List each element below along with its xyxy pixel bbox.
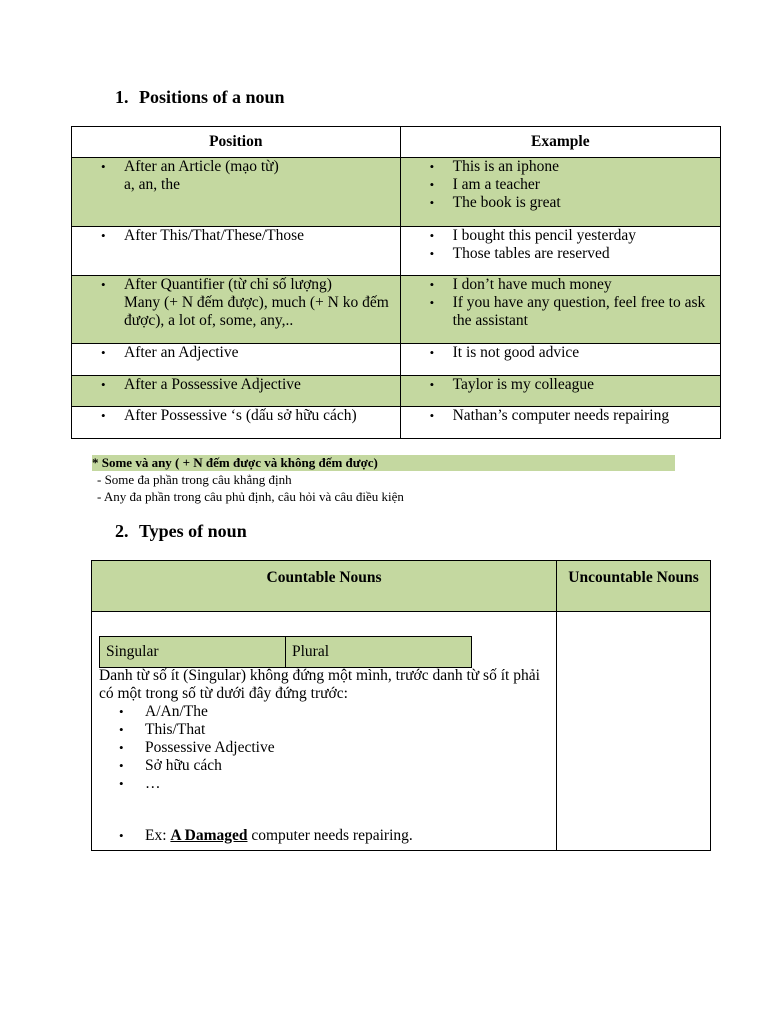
singular-description: Danh từ số ít (Singular) không đứng một mình, trước danh từ số ít phải có một trong số từ dưới đây đứng trước: <box>99 667 540 702</box>
countable-body <box>92 612 557 851</box>
section-number: 2. <box>115 521 129 541</box>
position-text: • After Possessive ‘s (dấu sở hữu cách) <box>72 407 400 425</box>
list-item: • A/An/The <box>99 703 548 721</box>
section-title: Types of noun <box>139 521 247 541</box>
section-number: 1. <box>115 87 129 107</box>
table-header-row <box>72 127 721 158</box>
singular-plural-table <box>99 636 472 668</box>
example-item: • I don’t have much money <box>401 276 720 294</box>
example-item: • This is an iphone <box>401 158 720 176</box>
types-table <box>91 560 711 851</box>
note-line: - Some đa phần trong câu khẳng định <box>97 472 292 487</box>
example-item: • Nathan’s computer needs repairing <box>401 407 720 425</box>
example-sentence: • Ex: A Damaged computer needs repairing. <box>99 827 413 845</box>
list-item: • Possessive Adjective <box>99 739 548 757</box>
table-row <box>72 158 721 227</box>
example-item: • Taylor is my colleague <box>401 376 720 394</box>
example-item: • The book is great <box>401 194 720 212</box>
example-item: • If you have any question, feel free to ask the assistant <box>401 294 720 330</box>
uncountable-body <box>557 612 711 851</box>
list-item: • This/That <box>99 721 548 739</box>
table-row <box>72 344 721 376</box>
position-text: • After Quantifier (từ chỉ số lượng) Many (+ N đếm được), much (+ N ko đếm được), a lot of, some, any,.. <box>72 276 400 330</box>
countable-header: Countable Nouns <box>92 561 557 612</box>
column-header-example: Example <box>400 127 720 158</box>
positions-table <box>71 126 721 439</box>
note-line: - Any đa phần trong câu phủ định, câu hỏi và câu điều kiện <box>97 489 404 504</box>
table-row <box>72 276 721 344</box>
example-item: • Those tables are reserved <box>401 245 720 263</box>
position-text: • After a Possessive Adjective <box>72 376 400 394</box>
section-1-heading <box>115 87 285 108</box>
position-text: • After This/That/These/Those <box>72 227 400 245</box>
example-item: • I bought this pencil yesterday <box>401 227 720 245</box>
section-title: Positions of a noun <box>139 87 285 107</box>
uncountable-header: Uncountable Nouns <box>557 561 711 612</box>
table-row <box>72 376 721 407</box>
note-title: * Some và any ( + N đếm được và không đếm được) <box>92 455 675 471</box>
list-item: • … <box>99 775 548 793</box>
determiner-list <box>99 703 548 793</box>
section-2-heading <box>115 521 247 542</box>
example-item: • It is not good advice <box>401 344 720 362</box>
singular-label: Singular <box>100 637 286 668</box>
column-header-position: Position <box>72 127 401 158</box>
example-item: • I am a teacher <box>401 176 720 194</box>
position-text: • After an Article (mạo từ) a, an, the <box>72 158 400 194</box>
list-item: • Sở hữu cách <box>99 757 548 775</box>
position-text: • After an Adjective <box>72 344 400 362</box>
table-row <box>72 227 721 276</box>
table-row <box>72 407 721 439</box>
plural-label: Plural <box>286 637 472 668</box>
